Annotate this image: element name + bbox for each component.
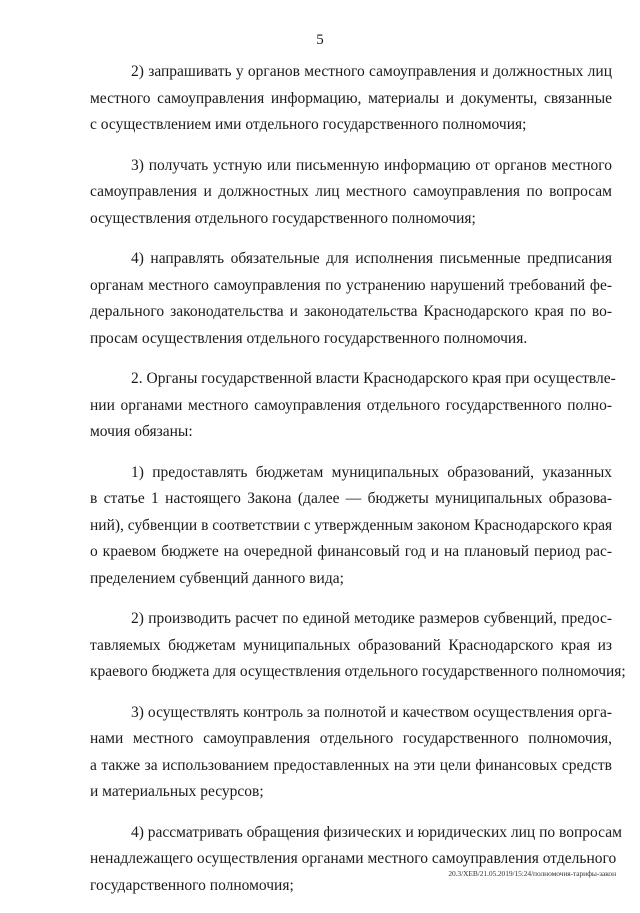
text-line: нии органами местного самоуправления отдельного государственного полно- xyxy=(90,396,612,414)
text-line: ненадлежащего осуществления органами местного самоуправления отдельного xyxy=(90,850,617,867)
paragraph xyxy=(90,246,612,352)
text-line: ний), субвенции в соответствии с утвержденным законом Краснодарского края xyxy=(90,516,613,534)
paragraph xyxy=(90,366,616,446)
text-line: мочия обязаны: xyxy=(90,423,193,440)
page-number: 5 xyxy=(316,32,324,48)
text-line: 2) производить расчет по единой методике размеров субвенций, предос- xyxy=(131,610,612,627)
paragraph xyxy=(90,820,622,900)
text-line: государственного полномочия; xyxy=(90,876,294,894)
text-line: в статье 1 настоящего Закона (далее — бюджеты муниципальных образова- xyxy=(90,490,612,507)
text-line: о краевом бюджете на очередной финансовый год и на плановый период рас- xyxy=(90,543,612,560)
paragraph xyxy=(90,59,612,139)
text-line: пределением субвенций данного вида; xyxy=(90,569,344,587)
paragraph xyxy=(90,700,612,806)
text-line: нами местного самоуправления отдельного государственного полномочия, xyxy=(90,730,612,747)
text-line: тавляемых бюджетам муниципальных образований Краснодарского края из xyxy=(90,636,612,654)
text-line: и материальных ресурсов; xyxy=(90,783,264,800)
text-line: а также за использованием предоставленных на эти цели финансовых средств xyxy=(90,756,612,774)
paragraph xyxy=(90,153,612,233)
text-line: местного самоуправления информацию, материалы и документы, связанные xyxy=(90,89,612,107)
text-line: самоуправления и должностных лиц местного самоуправления по вопросам xyxy=(90,183,612,200)
document-body xyxy=(90,59,626,913)
text-line: органам местного самоуправления по устранению нарушений требований фе- xyxy=(90,276,612,294)
text-line: 4) направлять обязательные для исполнения письменные предписания xyxy=(131,250,612,267)
text-line: 1) предоставлять бюджетам муниципальных образований, указанных xyxy=(131,463,612,481)
text-line: 2. Органы государственной власти Краснодарского края при осуществле- xyxy=(131,370,616,387)
paragraph xyxy=(90,460,612,593)
text-line: осуществления отдельного государственного полномочия; xyxy=(90,209,476,227)
text-line: 3) получать устную или письменную информацию от органов местного xyxy=(131,156,612,174)
text-line: 4) рассматривать обращения физических и юридических лиц по вопросам xyxy=(131,823,622,841)
paragraph xyxy=(90,606,626,686)
text-line: дерального законодательства и законодательства Краснодарского края по во- xyxy=(90,303,612,320)
text-line: просам осуществления отдельного государственного полномочия. xyxy=(90,329,528,347)
text-line: 2) запрашивать у органов местного самоуправления и должностных лиц xyxy=(131,63,612,80)
document-stamp: 20.3/ХЕВ/21.05.2019/15:24/полномочия-тарифы-закон xyxy=(448,869,616,878)
text-line: с осуществлением ими отдельного государственного полномочия; xyxy=(90,116,527,133)
text-line: краевого бюджета для осуществления отдельного государственного полномочия; xyxy=(90,663,626,680)
text-line: 3) осуществлять контроль за полнотой и качеством осуществления орга- xyxy=(131,703,612,721)
